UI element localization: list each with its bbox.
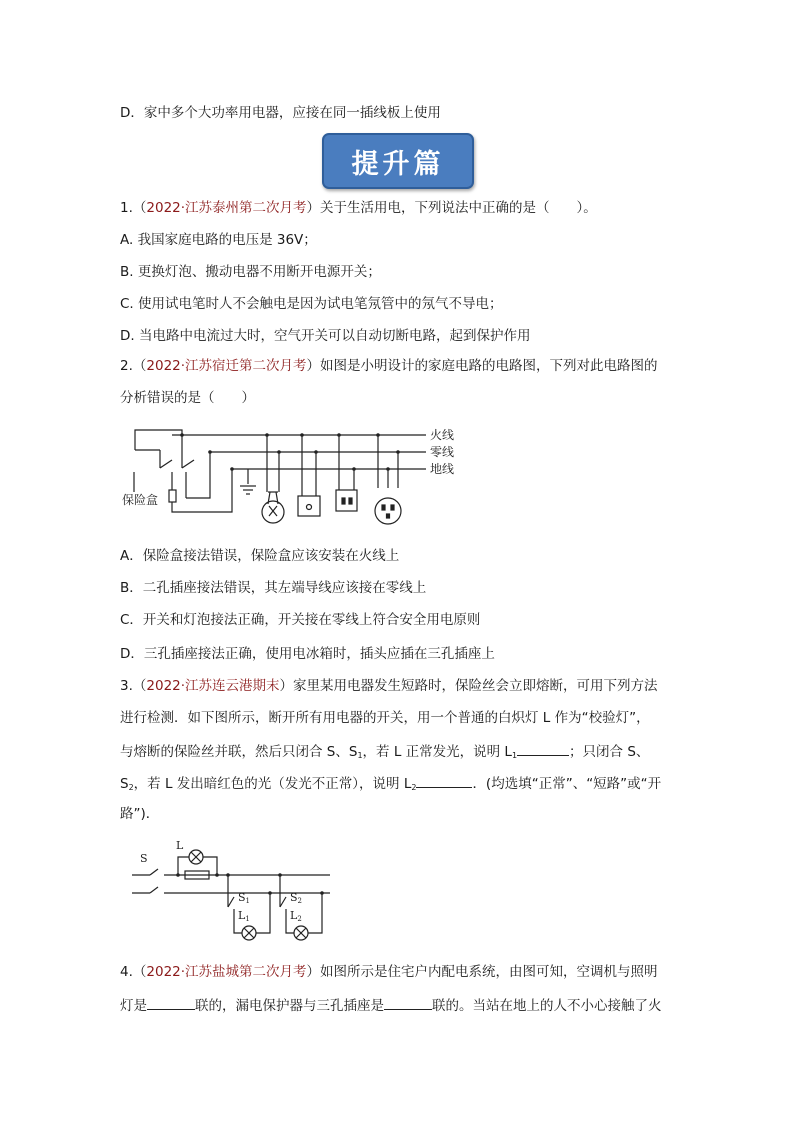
- q3-source: 2022·江苏连云港期末: [146, 678, 280, 694]
- q3-circuit-diagram: [120, 835, 340, 945]
- q1-option-b: B. 更换灯泡、搬动电器不用断开电源开关；: [120, 264, 381, 280]
- label-ground: 地线: [430, 462, 455, 476]
- q3-line3: 与熔断的保险丝并联，然后只闭合 S、$S_1$，若 L 正常发光，说明 $L_1$ ；只闭合 S、: [120, 741, 649, 765]
- label-S: S: [140, 852, 148, 865]
- section-banner-label: 提升篇: [351, 148, 445, 180]
- section-banner: [322, 133, 474, 189]
- label-L: L: [176, 839, 184, 852]
- q2-source: 2022·江苏宿迁第二次月考: [146, 358, 307, 374]
- q1-option-a: A. 我国家庭电路的电压是 36V；: [120, 232, 317, 248]
- prev-option-d: D．家中多个大功率用电器，应接在同一插线板上使用: [120, 105, 441, 121]
- q4-stem: 4.（2022·江苏盐城第二次月考）如图所示是住宅户内配电系统，由图可知，空调机与照明: [120, 964, 658, 980]
- answer-blank-3[interactable]: [147, 995, 195, 1010]
- label-L2: L2: [290, 909, 302, 923]
- q2-stem-cont: 分析错误的是（ ）: [120, 390, 255, 406]
- label-fuse-box: 保险盒: [122, 493, 159, 507]
- q2-circuit-diagram: [120, 420, 470, 532]
- label-neutral: 零线: [430, 445, 455, 459]
- q1-option-d: D. 当电路中电流过大时，空气开关可以自动切断电路，起到保护作用: [120, 328, 531, 344]
- label-S1: S1: [238, 891, 251, 905]
- q2-option-a: A．保险盒接法错误，保险盒应该安装在火线上: [120, 548, 400, 564]
- q3-stem: 3.（2022·江苏连云港期末）家里某用电器发生短路时，保险丝会立即熔断，可用下列方法: [120, 678, 658, 694]
- q1-stem: 1.（2022·江苏泰州第二次月考）关于生活用电，下列说法中正确的是（ ）。: [120, 200, 597, 216]
- q2-option-d: D．三孔插座接法正确，使用电冰箱时，插头应插在三孔插座上: [120, 646, 495, 662]
- answer-blank-2[interactable]: [416, 773, 472, 788]
- q2-option-c: C．开关和灯泡接法正确，开关接在零线上符合安全用电原则: [120, 612, 481, 628]
- label-S2: S2: [290, 891, 303, 905]
- q4-line2: 灯是 联的，漏电保护器与三孔插座是 联的。当站在地上的人不小心接触了火: [120, 995, 662, 1015]
- answer-blank-4[interactable]: [384, 995, 432, 1010]
- q3-line4: $S_2$，若 L 发出暗红色的光（发光不正常），说明 $L_2$ ．(均选填“正常”、“短路”或“开: [120, 773, 661, 797]
- q3-line5: 路”)．: [120, 806, 160, 822]
- answer-blank-1[interactable]: [517, 741, 569, 756]
- label-L1: L1: [238, 909, 250, 923]
- q1-source: 2022·江苏泰州第二次月考: [146, 200, 307, 216]
- q2-option-b: B．二孔插座接法错误，其左端导线应该接在零线上: [120, 580, 427, 596]
- q1-option-c: C. 使用试电笔时人不会触电是因为试电笔氖管中的氖气不导电；: [120, 296, 503, 312]
- q3-line2: 进行检测．如下图所示，断开所有用电器的开关，用一个普通的白炽灯 L 作为“校验灯”，: [120, 710, 650, 726]
- q2-stem: 2.（2022·江苏宿迁第二次月考）如图是小明设计的家庭电路的电路图，下列对此电路图的: [120, 358, 658, 374]
- label-live: 火线: [430, 428, 455, 442]
- q4-source: 2022·江苏盐城第二次月考: [146, 964, 307, 980]
